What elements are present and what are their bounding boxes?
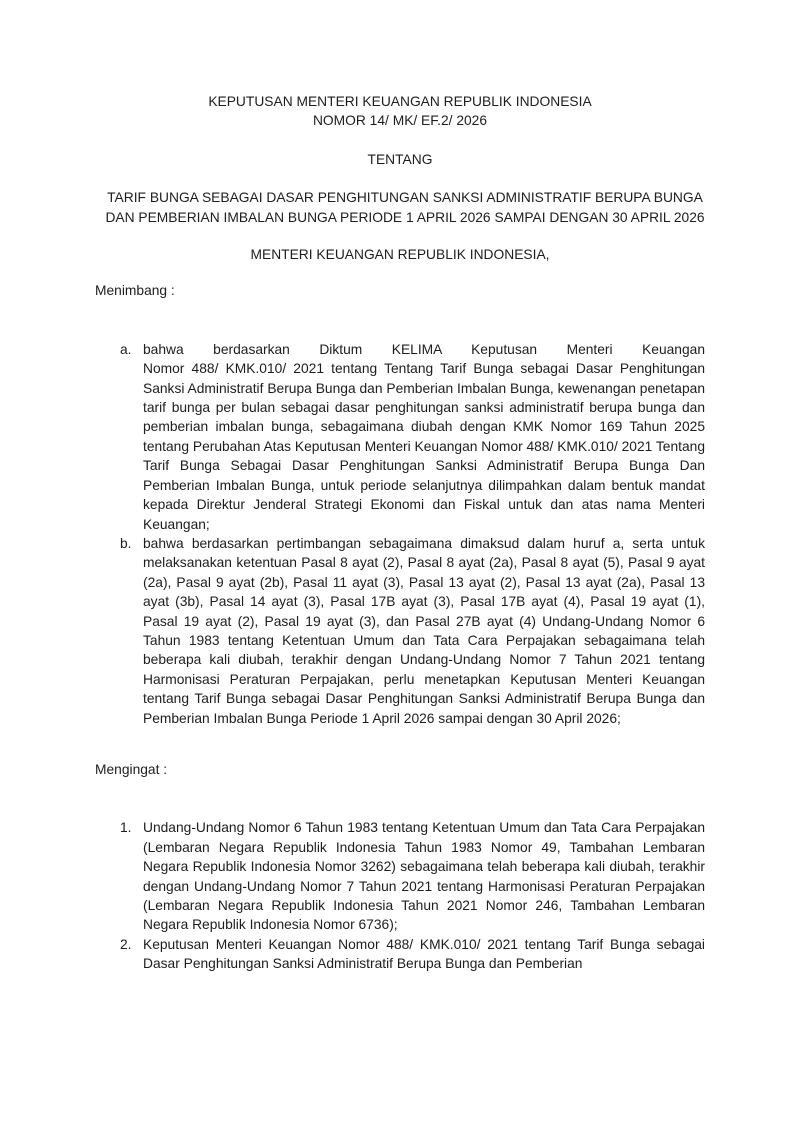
mengingat-label: Mengingat : [95,761,168,777]
list-item-text: Undang-Undang Nomor 6 Tahun 1983 tentang Ketentuan Umum dan Tata Cara Perpajakan (Lembaran Negara Republik Indonesia Tahun 1983 Nomor 49, Tambahan Lembaran Negara Republik Indonesia Nomor 3262) sebagaimana telah beberapa kali diubah, terakhir dengan Undang-Undang Nomor 7 Tahun 2021 tentang Harmonisasi Peraturan Perpajakan (Lembaran Negara Republik Indonesia Tahun 2021 Nomor 246, Tambahan Lembaran Negara Republik Indonesia Nomor 6736); [143,820,705,933]
menimbang-label: Menimbang : [95,283,175,299]
list-marker: a. [120,341,132,357]
tentang-label: TENTANG [367,151,433,167]
doc-number-line: NOMOR 14/ MK/ EF.2/ 2026 [312,113,488,129]
mengingat-item-1 [95,818,705,934]
list-marker: 2. [120,936,132,952]
mengingat-item-2 [95,935,705,974]
list-marker: b. [120,535,132,551]
menimbang-item-a [95,340,705,534]
list-marker: 1. [120,820,132,836]
doc-title: TARIF BUNGA SEBAGAI DASAR PENGHITUNGAN SANKSI ADMINISTRATIF BERUPA BUNGA DAN PEMBERIAN IMBALAN BUNGA PERIODE 1 APRIL 2026 SAMPAI DENGAN 30 APRIL 2026 [105,190,705,225]
menimbang-item-b [95,534,705,728]
list-item-text: bahwa berdasarkan pertimbangan sebagaimana dimaksud dalam huruf a, serta untuk melaksanakan ketentuan Pasal 8 ayat (2), Pasal 8 ayat (2a), Pasal 8 ayat (5), Pasal 9 ayat (2a), Pasal 9 ayat (2b), Pasal 11 ayat (3), Pasal 13 ayat (2), Pasal 13 ayat (2a), Pasal 13 ayat (3b), Pasal 14 ayat (3), Pasal 17B ayat (3), Pasal 17B ayat (4), Pasal 19 ayat (1), Pasal 19 ayat (2), Pasal 19 ayat (3), dan Pasal 27B ayat (4) Undang-Undang Nomor 6 Tahun 1983 tentang Ketentuan Umum dan Tata Cara Perpajakan sebagaimana telah beberapa kali diubah, terakhir dengan Undang-Undang Nomor 7 Tahun 2021 tentang Harmonisasi Peraturan Perpajakan, perlu menetapkan Keputusan Menteri Keuangan tentang Tarif Bunga sebagai Dasar Penghitungan Sanksi Administratif Berupa Bunga dan Pemberian Imbalan Bunga Periode 1 April 2026 sampai dengan 30 April 2026; [143,535,705,726]
document-heading [95,92,705,131]
list-item-text: bahwa berdasarkan Diktum KELIMA Keputusan Menteri Keuangan Nomor 488/ KMK.010/ 2021 tentang Tentang Tarif Bunga sebagai Dasar Penghitungan Sanksi Administratif Berupa Bunga dan Pemberian Imbalan Bunga, kewenangan penetapan tarif bunga per bulan sebagai dasar penghitungan sanksi administratif berupa bunga dan pemberian imbalan bunga, sebagaimana diubah dengan KMK Nomor 169 Tahun 2025 tentang Perubahan Atas Keputusan Menteri Keuangan Nomor 488/ KMK.010/ 2021 Tentang Tarif Bunga Sebagai Dasar Penghitungan Sanksi Administratif Berupa Bunga Dan Pemberian Imbalan Bunga, untuk periode selanjutnya dilimpahkan dalam bentuk mandat kepada Direktur Jenderal Strategi Ekonomi dan Fiskal untuk dan atas nama Menteri Keuangan; [143,341,705,532]
issuing-authority-line: MENTERI KEUANGAN REPUBLIK INDONESIA, [250,247,550,263]
menimbang-list [95,340,705,728]
mengingat-list [95,818,705,973]
list-item-text: Keputusan Menteri Keuangan Nomor 488/ KMK.010/ 2021 tentang Tarif Bunga sebagai Dasar Penghitungan Sanksi Administratif Berupa Bunga dan Pemberian [143,936,705,972]
doc-type-line: KEPUTUSAN MENTERI KEUANGAN REPUBLIK INDONESIA [208,94,592,109]
